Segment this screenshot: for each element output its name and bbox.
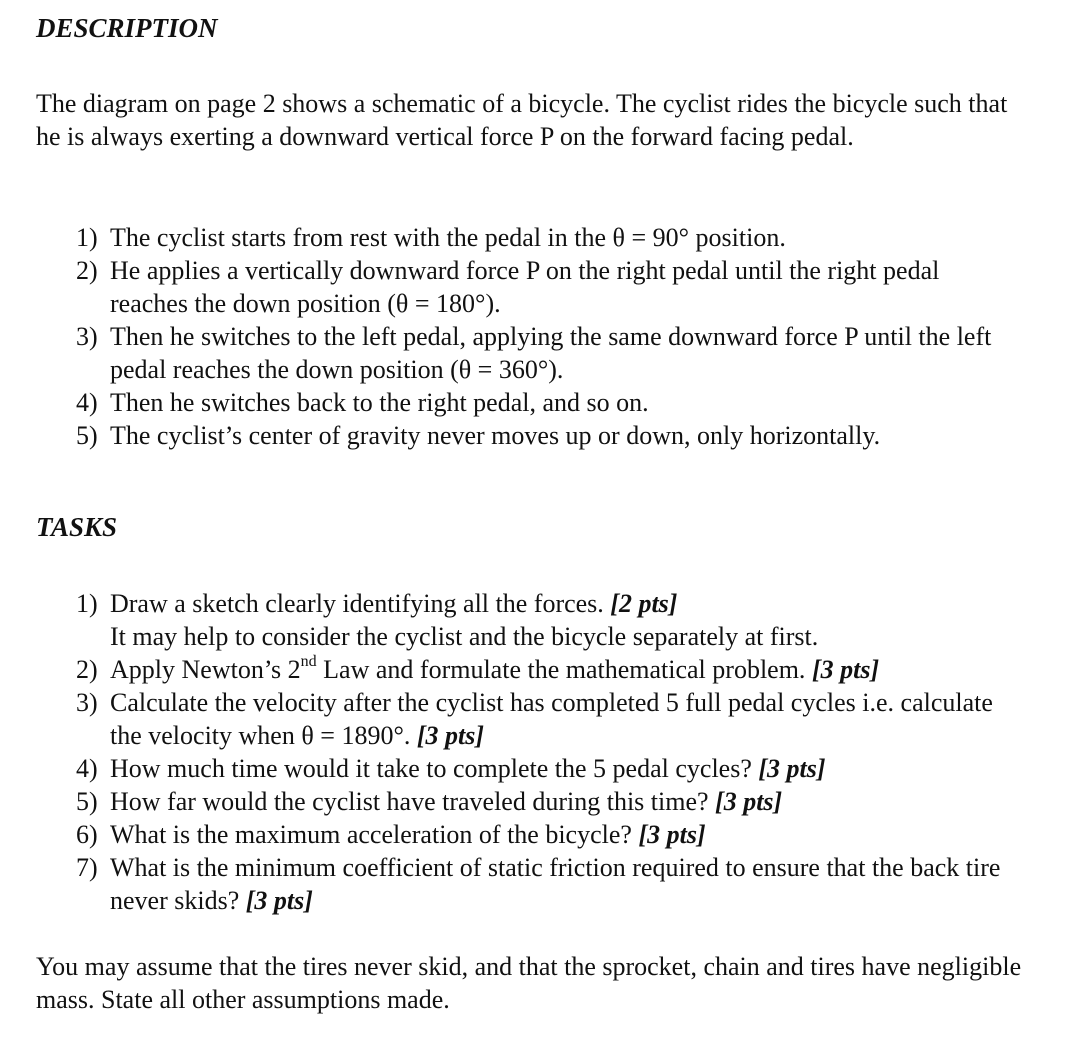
points-label: [3 pts] (715, 787, 783, 816)
points-label: [3 pts] (638, 820, 706, 849)
item-number: 2) (76, 655, 98, 684)
points-label: [3 pts] (758, 754, 826, 783)
list-item (0, 686, 1070, 752)
item-number: 1) (76, 223, 98, 252)
item-number: 4) (76, 754, 98, 783)
item-number: 6) (76, 820, 98, 849)
list-item (0, 386, 1070, 419)
item-number: 4) (76, 388, 98, 417)
closing-paragraph: You may assume that the tires never skid, and that the sprocket, chain and tires have negligible mass. State all other assumptions made. (36, 952, 1022, 1014)
description-list (0, 221, 1070, 452)
points-label: [3 pts] (811, 655, 880, 684)
points-label: [3 pts] (245, 886, 313, 915)
list-item (0, 221, 1070, 254)
item-text: Draw a sketch clearly identifying all the forces. (110, 589, 604, 618)
item-note: It may help to consider the cyclist and the bicycle separately at first. (110, 622, 819, 651)
item-text: The cyclist starts from rest with the pedal in the θ = 90° position. (110, 223, 786, 252)
item-text: He applies a vertically downward force P on the right pedal until the right pedal reaches the down position (θ = 180°). (110, 256, 940, 318)
item-text: Then he switches back to the right pedal, and so on. (110, 388, 649, 417)
item-number: 1) (76, 589, 98, 618)
intro-paragraph: The diagram on page 2 shows a schematic of a bicycle. The cyclist rides the bicycle such that he is always exerting a downward vertical force P on the forward facing pedal. (36, 89, 1008, 151)
list-item (0, 818, 1070, 851)
list-item (0, 587, 1070, 653)
list-item (0, 851, 1070, 917)
description-heading: DESCRIPTION (36, 13, 218, 43)
item-text: The cyclist’s center of gravity never moves up or down, only horizontally. (110, 421, 881, 450)
list-item (0, 752, 1070, 785)
item-number: 2) (76, 256, 98, 285)
tasks-list (0, 587, 1070, 917)
item-number: 5) (76, 787, 98, 816)
points-label: [2 pts] (610, 589, 678, 618)
item-text: Then he switches to the left pedal, applying the same downward force P until the left pedal reaches the down position (θ = 360°). (110, 322, 992, 384)
list-item (0, 320, 1070, 386)
item-text: Law and formulate the mathematical problem. (316, 655, 806, 684)
item-text: What is the minimum coefficient of static friction required to ensure that the back tire never skids? (110, 853, 1001, 915)
list-item (0, 653, 1070, 686)
item-number: 3) (76, 322, 98, 351)
list-item (0, 419, 1070, 452)
list-item (0, 785, 1070, 818)
item-text: How far would the cyclist have traveled during this time? (110, 787, 709, 816)
points-label: [3 pts] (416, 721, 485, 750)
item-number: 5) (76, 421, 98, 450)
tasks-heading: TASKS (36, 512, 118, 542)
item-text: Apply Newton’s 2 (110, 655, 301, 684)
list-item (0, 254, 1070, 320)
item-text: How much time would it take to complete the 5 pedal cycles? (110, 754, 752, 783)
ordinal-suffix: nd (300, 653, 317, 671)
item-text: What is the maximum acceleration of the bicycle? (110, 820, 632, 849)
item-text: Calculate the velocity after the cyclist has completed 5 full pedal cycles i.e. calculate the velocity when θ = 1890°. (110, 688, 993, 750)
item-number: 7) (76, 853, 98, 882)
item-number: 3) (76, 688, 98, 717)
